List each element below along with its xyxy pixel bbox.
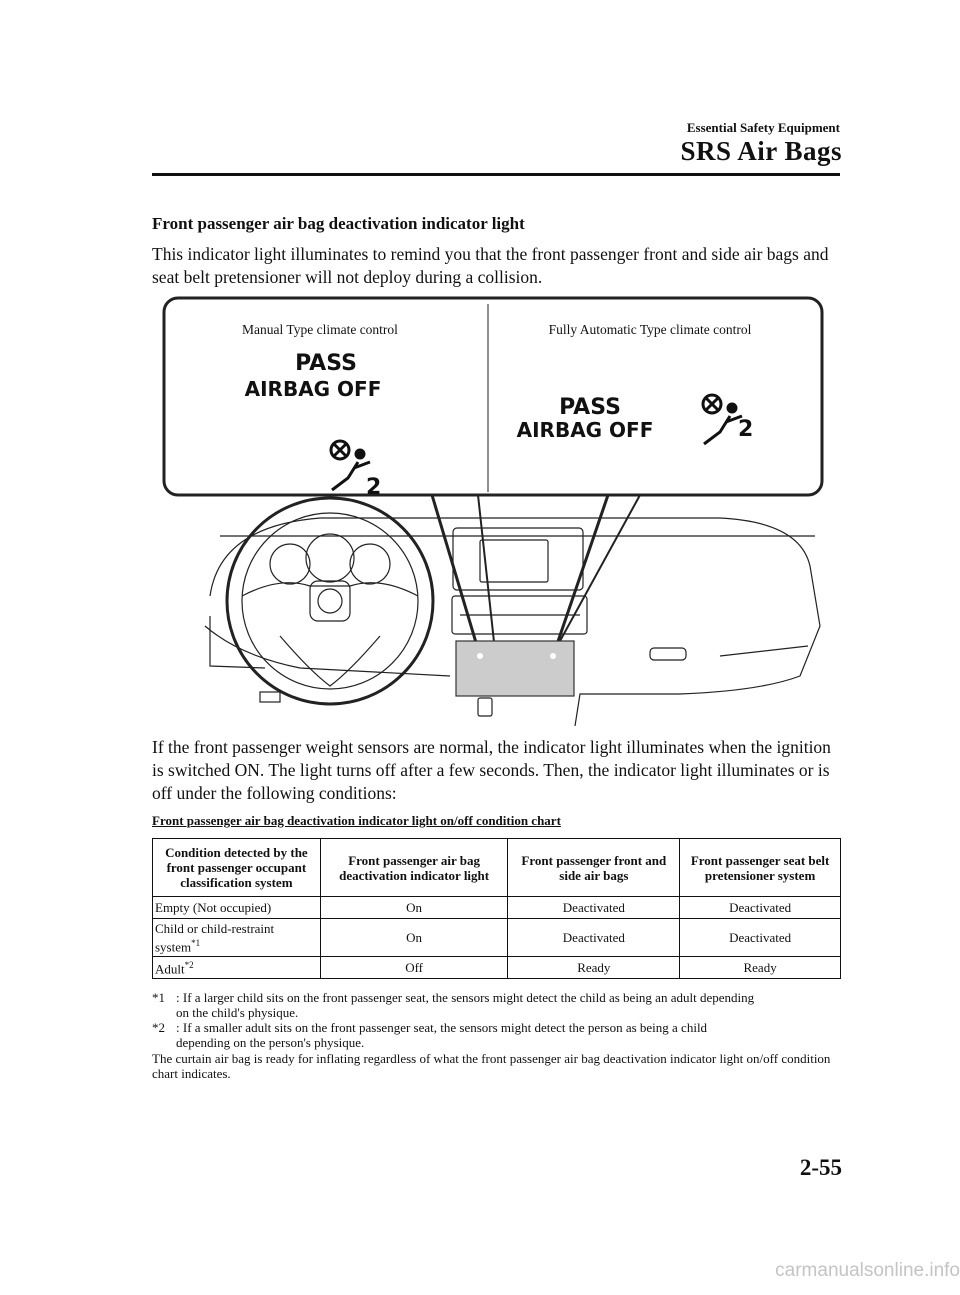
airbags-cell: Deactivated bbox=[508, 919, 680, 957]
footnote-continuation: depending on the person's physique. bbox=[176, 1035, 365, 1050]
seat-number-right: 2 bbox=[738, 417, 754, 442]
col-header-pretensioner: Front passenger seat belt pretensioner system bbox=[680, 839, 841, 897]
watermark: carmanualsonline.info bbox=[775, 1260, 960, 1281]
airbags-cell: Deactivated bbox=[508, 897, 680, 919]
chart-title: Front passenger air bag deactivation indicator light on/off condition chart bbox=[152, 813, 561, 828]
page-number: 2-55 bbox=[799, 1155, 842, 1180]
indicator-cell: Off bbox=[320, 957, 508, 979]
section-heading: Front passenger air bag deactivation indicator light bbox=[152, 214, 525, 233]
table-row bbox=[153, 919, 841, 957]
indicator-airbag-off-right: AIRBAG OFF bbox=[516, 418, 654, 442]
condition-cell: Adult bbox=[155, 961, 185, 977]
pretensioner-cell: Deactivated bbox=[680, 919, 841, 957]
footnote-2 bbox=[152, 1020, 842, 1050]
footnote-text: : If a larger child sits on the front passenger seat, the sensors might detect the child as being an adult depending bbox=[176, 990, 755, 1005]
pretensioner-cell: Deactivated bbox=[680, 897, 841, 919]
airbags-cell: Ready bbox=[508, 957, 680, 979]
header-rule bbox=[152, 173, 840, 176]
footnote-ref: *2 bbox=[184, 960, 194, 971]
seat-number-left: 2 bbox=[366, 475, 382, 500]
page-title: SRS Air Bags bbox=[680, 136, 842, 166]
indicator-pass-left: PASS bbox=[295, 351, 357, 376]
dashboard-illustration bbox=[160, 296, 825, 726]
footnote-continuation: on the child's physique. bbox=[176, 1005, 299, 1020]
indicator-cell: On bbox=[320, 897, 508, 919]
body-paragraph: If the front passenger weight sensors are normal, the indicator light illuminates when the ignition is switched ON. The light turns off after a few seconds. Then, the indicator light illuminates or is off under the following conditions: bbox=[152, 737, 831, 803]
intro-paragraph: This indicator light illuminates to remind you that the front passenger front and side air bags and seat belt pretensioner will not deploy during a collision. bbox=[152, 244, 829, 287]
footnote-ref: *1 bbox=[191, 937, 201, 948]
table-row bbox=[153, 897, 841, 919]
footnote-label: *1 bbox=[152, 990, 165, 1005]
footnote-label: *2 bbox=[152, 1020, 165, 1035]
condition-cell: Child or child-restraint system bbox=[155, 920, 275, 955]
passenger-airbag-icon bbox=[331, 441, 381, 500]
footnote-1 bbox=[152, 990, 842, 1020]
condition-table bbox=[152, 838, 841, 979]
indicator-airbag-off-left: AIRBAG OFF bbox=[244, 377, 382, 401]
condition-cell: Empty (Not occupied) bbox=[155, 900, 272, 915]
col-header-indicator: Front passenger air bag deactivation indicator light bbox=[320, 839, 508, 897]
table-row bbox=[153, 957, 841, 979]
indicator-cell: On bbox=[320, 919, 508, 957]
footnote-text: : If a smaller adult sits on the front passenger seat, the sensors might detect the person as being a child bbox=[176, 1020, 708, 1035]
caption-manual: Manual Type climate control bbox=[242, 322, 398, 337]
pretensioner-cell: Ready bbox=[680, 957, 841, 979]
indicator-pass-right: PASS bbox=[559, 395, 621, 420]
caption-automatic: Fully Automatic Type climate control bbox=[548, 322, 752, 337]
passenger-airbag-icon bbox=[703, 395, 753, 444]
col-header-airbags: Front passenger front and side air bags bbox=[508, 839, 680, 897]
section-label: Essential Safety Equipment bbox=[686, 120, 840, 135]
col-header-condition: Condition detected by the front passenger occupant classification system bbox=[153, 839, 321, 897]
closing-note: The curtain air bag is ready for inflating regardless of what the front passenger air bag deactivation indicator light on/off condition chart indicates. bbox=[152, 1051, 831, 1081]
